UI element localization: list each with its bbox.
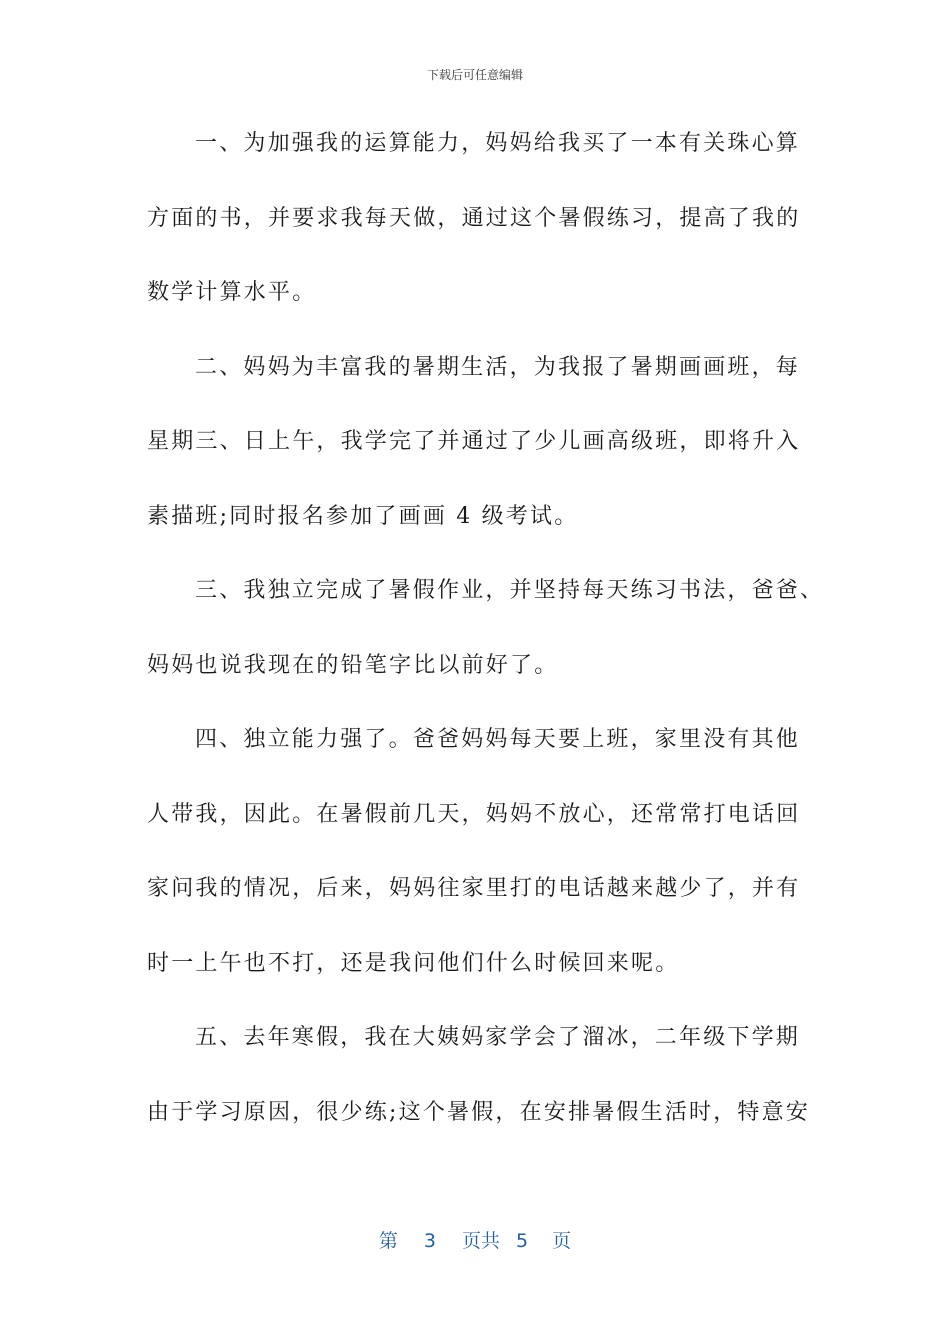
- text-line-2: 方面的书，并要求我每天做，通过这个暑假练习，提高了我的: [147, 205, 801, 231]
- text-line-12: 时一上午也不打，还是我问他们什么时候回来呢。: [147, 950, 680, 976]
- text-line-9: 四、独立能力强了。爸爸妈妈每天要上班，家里没有其他: [195, 727, 801, 752]
- text-line-3: 数学计算水平。: [147, 280, 317, 305]
- text-line-5: 星期三、日上午，我学完了并通过了少儿画高级班，即将升入: [147, 429, 801, 454]
- footer-prefix: 第: [378, 1230, 398, 1252]
- page-header: 下载后可任意编辑: [426, 68, 523, 82]
- text-line-13: 五、去年寒假，我在大姨妈家学会了溜冰，二年级下学期: [195, 1025, 801, 1050]
- text-line-1: 一、为加强我的运算能力，妈妈给我买了一本有关珠心算: [195, 131, 801, 156]
- document-body: [147, 118, 825, 1161]
- total-pages-number: 5: [516, 1230, 529, 1252]
- text-line-11: 家问我的情况，后来，妈妈往家里打的电话越来越少了，并有: [147, 876, 801, 901]
- page-footer: [0, 1226, 950, 1253]
- footer-suffix: 页: [552, 1230, 572, 1252]
- text-line-6: 素描班;同时报名参加了画画 4 级考试。: [147, 503, 579, 529]
- text-line-4: 二、妈妈为丰富我的暑期生活，为我报了暑期画画班，每: [195, 354, 801, 380]
- footer-middle: 页共: [461, 1230, 500, 1252]
- text-line-7: 三、我独立完成了暑假作业，并坚持每天练习书法，爸爸、: [195, 578, 825, 603]
- text-line-10: 人带我，因此。在暑假前几天，妈妈不放心，还常常打电话回: [147, 801, 801, 827]
- current-page-number: 3: [423, 1230, 436, 1252]
- text-line-8: 妈妈也说我现在的铅笔字比以前好了。: [147, 652, 559, 678]
- text-line-14: 由于学习原因，很少练;这个暑假，在安排暑假生活时，特意安: [147, 1099, 811, 1125]
